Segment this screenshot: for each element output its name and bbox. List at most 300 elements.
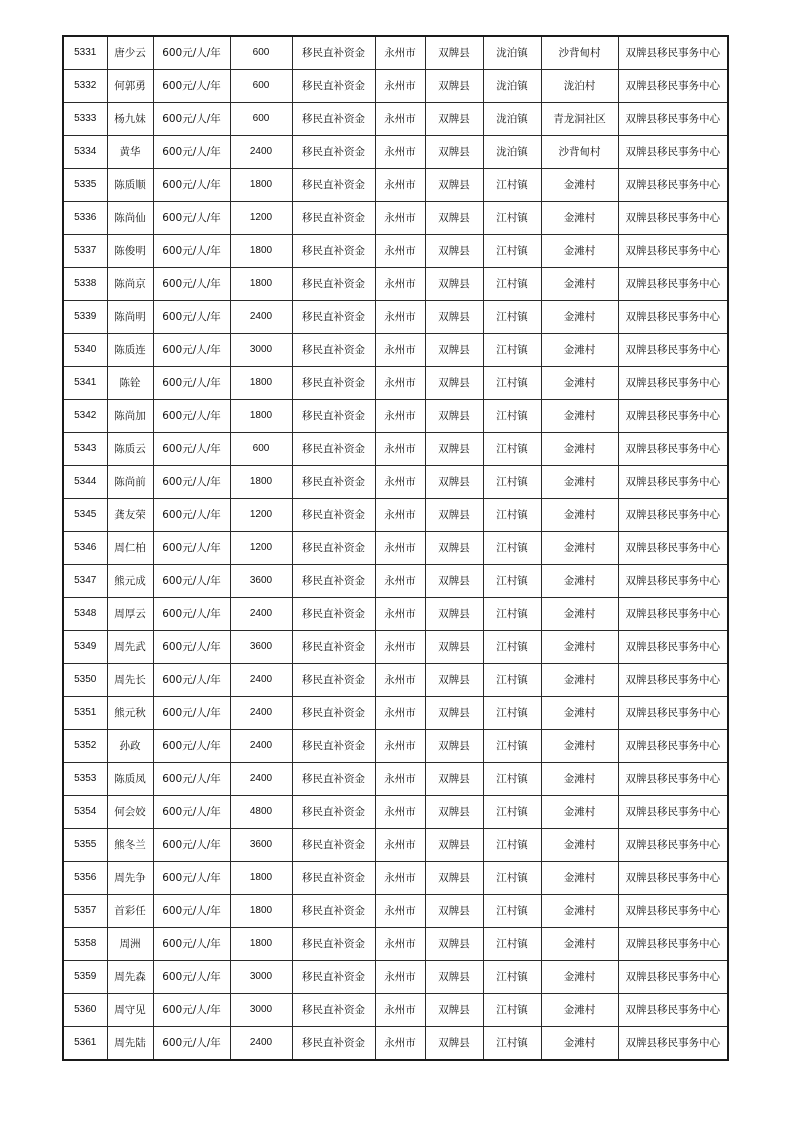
fund-type-cell: 移民直补资金 xyxy=(292,466,375,499)
name-cell: 周先武 xyxy=(107,631,153,664)
village-cell: 青龙洞社区 xyxy=(541,103,618,136)
fund-type-cell: 移民直补资金 xyxy=(292,136,375,169)
name-cell: 周先争 xyxy=(107,862,153,895)
town-cell: 江村镇 xyxy=(483,268,541,301)
table-row xyxy=(63,202,728,235)
row-id-cell: 5337 xyxy=(63,235,107,268)
village-cell: 金滩村 xyxy=(541,466,618,499)
county-cell: 双牌县 xyxy=(425,895,483,928)
county-cell: 双牌县 xyxy=(425,730,483,763)
fund-type-cell: 移民直补资金 xyxy=(292,334,375,367)
amount-cell: 1200 xyxy=(230,499,292,532)
row-id-cell: 5353 xyxy=(63,763,107,796)
county-cell: 双牌县 xyxy=(425,928,483,961)
amount-cell: 3600 xyxy=(230,829,292,862)
county-cell: 双牌县 xyxy=(425,169,483,202)
name-cell: 周先陆 xyxy=(107,1027,153,1061)
amount-cell: 3000 xyxy=(230,334,292,367)
county-cell: 双牌县 xyxy=(425,36,483,70)
town-cell: 江村镇 xyxy=(483,301,541,334)
city-cell: 永州市 xyxy=(375,730,425,763)
name-cell: 周仁柏 xyxy=(107,532,153,565)
agency-cell: 双牌县移民事务中心 xyxy=(618,862,728,895)
city-cell: 永州市 xyxy=(375,697,425,730)
amount-cell: 2400 xyxy=(230,697,292,730)
standard-cell: 600元/人/年 xyxy=(153,36,230,70)
county-cell: 双牌县 xyxy=(425,70,483,103)
county-cell: 双牌县 xyxy=(425,103,483,136)
amount-cell: 1200 xyxy=(230,202,292,235)
county-cell: 双牌县 xyxy=(425,301,483,334)
town-cell: 江村镇 xyxy=(483,730,541,763)
city-cell: 永州市 xyxy=(375,862,425,895)
row-id-cell: 5344 xyxy=(63,466,107,499)
row-id-cell: 5350 xyxy=(63,664,107,697)
row-id-cell: 5355 xyxy=(63,829,107,862)
town-cell: 江村镇 xyxy=(483,961,541,994)
standard-cell: 600元/人/年 xyxy=(153,400,230,433)
name-cell: 孙政 xyxy=(107,730,153,763)
table-row xyxy=(63,565,728,598)
table-row xyxy=(63,796,728,829)
row-id-cell: 5352 xyxy=(63,730,107,763)
row-id-cell: 5354 xyxy=(63,796,107,829)
village-cell: 金滩村 xyxy=(541,928,618,961)
row-id-cell: 5335 xyxy=(63,169,107,202)
row-id-cell: 5346 xyxy=(63,532,107,565)
town-cell: 江村镇 xyxy=(483,862,541,895)
county-cell: 双牌县 xyxy=(425,235,483,268)
row-id-cell: 5347 xyxy=(63,565,107,598)
amount-cell: 2400 xyxy=(230,1027,292,1061)
row-id-cell: 5336 xyxy=(63,202,107,235)
agency-cell: 双牌县移民事务中心 xyxy=(618,961,728,994)
town-cell: 泷泊镇 xyxy=(483,136,541,169)
county-cell: 双牌县 xyxy=(425,400,483,433)
row-id-cell: 5338 xyxy=(63,268,107,301)
amount-cell: 4800 xyxy=(230,796,292,829)
village-cell: 金滩村 xyxy=(541,1027,618,1061)
fund-type-cell: 移民直补资金 xyxy=(292,367,375,400)
table-row xyxy=(63,862,728,895)
name-cell: 周先长 xyxy=(107,664,153,697)
fund-type-cell: 移民直补资金 xyxy=(292,499,375,532)
town-cell: 泷泊镇 xyxy=(483,103,541,136)
city-cell: 永州市 xyxy=(375,169,425,202)
table-row xyxy=(63,598,728,631)
row-id-cell: 5331 xyxy=(63,36,107,70)
village-cell: 金滩村 xyxy=(541,730,618,763)
table-row xyxy=(63,169,728,202)
town-cell: 江村镇 xyxy=(483,994,541,1027)
name-cell: 周先森 xyxy=(107,961,153,994)
table-row xyxy=(63,103,728,136)
standard-cell: 600元/人/年 xyxy=(153,235,230,268)
city-cell: 永州市 xyxy=(375,961,425,994)
village-cell: 金滩村 xyxy=(541,895,618,928)
village-cell: 金滩村 xyxy=(541,433,618,466)
row-id-cell: 5342 xyxy=(63,400,107,433)
agency-cell: 双牌县移民事务中心 xyxy=(618,235,728,268)
amount-cell: 2400 xyxy=(230,730,292,763)
village-cell: 金滩村 xyxy=(541,598,618,631)
name-cell: 龚友荣 xyxy=(107,499,153,532)
standard-cell: 600元/人/年 xyxy=(153,796,230,829)
agency-cell: 双牌县移民事务中心 xyxy=(618,631,728,664)
table-row xyxy=(63,763,728,796)
fund-type-cell: 移民直补资金 xyxy=(292,994,375,1027)
fund-type-cell: 移民直补资金 xyxy=(292,598,375,631)
table-row xyxy=(63,367,728,400)
standard-cell: 600元/人/年 xyxy=(153,532,230,565)
amount-cell: 600 xyxy=(230,103,292,136)
agency-cell: 双牌县移民事务中心 xyxy=(618,466,728,499)
fund-type-cell: 移民直补资金 xyxy=(292,400,375,433)
amount-cell: 2400 xyxy=(230,763,292,796)
row-id-cell: 5339 xyxy=(63,301,107,334)
city-cell: 永州市 xyxy=(375,565,425,598)
row-id-cell: 5357 xyxy=(63,895,107,928)
town-cell: 江村镇 xyxy=(483,367,541,400)
town-cell: 江村镇 xyxy=(483,697,541,730)
amount-cell: 3000 xyxy=(230,961,292,994)
fund-type-cell: 移民直补资金 xyxy=(292,862,375,895)
agency-cell: 双牌县移民事务中心 xyxy=(618,136,728,169)
city-cell: 永州市 xyxy=(375,664,425,697)
fund-type-cell: 移民直补资金 xyxy=(292,961,375,994)
city-cell: 永州市 xyxy=(375,928,425,961)
amount-cell: 2400 xyxy=(230,301,292,334)
village-cell: 金滩村 xyxy=(541,862,618,895)
row-id-cell: 5361 xyxy=(63,1027,107,1061)
amount-cell: 3600 xyxy=(230,631,292,664)
fund-type-cell: 移民直补资金 xyxy=(292,631,375,664)
town-cell: 江村镇 xyxy=(483,235,541,268)
row-id-cell: 5341 xyxy=(63,367,107,400)
city-cell: 永州市 xyxy=(375,202,425,235)
agency-cell: 双牌县移民事务中心 xyxy=(618,730,728,763)
county-cell: 双牌县 xyxy=(425,763,483,796)
standard-cell: 600元/人/年 xyxy=(153,499,230,532)
village-cell: 金滩村 xyxy=(541,532,618,565)
town-cell: 江村镇 xyxy=(483,433,541,466)
name-cell: 陈俊明 xyxy=(107,235,153,268)
town-cell: 江村镇 xyxy=(483,631,541,664)
table-row xyxy=(63,466,728,499)
name-cell: 陈尚前 xyxy=(107,466,153,499)
fund-type-cell: 移民直补资金 xyxy=(292,103,375,136)
city-cell: 永州市 xyxy=(375,532,425,565)
town-cell: 泷泊镇 xyxy=(483,70,541,103)
county-cell: 双牌县 xyxy=(425,466,483,499)
name-cell: 首彩任 xyxy=(107,895,153,928)
agency-cell: 双牌县移民事务中心 xyxy=(618,763,728,796)
fund-type-cell: 移民直补资金 xyxy=(292,796,375,829)
county-cell: 双牌县 xyxy=(425,664,483,697)
village-cell: 金滩村 xyxy=(541,499,618,532)
table-row xyxy=(63,928,728,961)
fund-type-cell: 移民直补资金 xyxy=(292,928,375,961)
agency-cell: 双牌县移民事务中心 xyxy=(618,598,728,631)
village-cell: 金滩村 xyxy=(541,301,618,334)
name-cell: 陈质云 xyxy=(107,433,153,466)
standard-cell: 600元/人/年 xyxy=(153,928,230,961)
name-cell: 陈尚仙 xyxy=(107,202,153,235)
table-row xyxy=(63,268,728,301)
city-cell: 永州市 xyxy=(375,103,425,136)
row-id-cell: 5340 xyxy=(63,334,107,367)
town-cell: 泷泊镇 xyxy=(483,36,541,70)
table-row xyxy=(63,697,728,730)
town-cell: 江村镇 xyxy=(483,1027,541,1061)
table-row xyxy=(63,895,728,928)
amount-cell: 2400 xyxy=(230,664,292,697)
county-cell: 双牌县 xyxy=(425,862,483,895)
fund-type-cell: 移民直补资金 xyxy=(292,169,375,202)
name-cell: 杨九妹 xyxy=(107,103,153,136)
standard-cell: 600元/人/年 xyxy=(153,697,230,730)
table-row xyxy=(63,70,728,103)
name-cell: 唐少云 xyxy=(107,36,153,70)
name-cell: 何会姣 xyxy=(107,796,153,829)
agency-cell: 双牌县移民事务中心 xyxy=(618,796,728,829)
county-cell: 双牌县 xyxy=(425,796,483,829)
county-cell: 双牌县 xyxy=(425,598,483,631)
row-id-cell: 5333 xyxy=(63,103,107,136)
city-cell: 永州市 xyxy=(375,631,425,664)
agency-cell: 双牌县移民事务中心 xyxy=(618,169,728,202)
amount-cell: 1800 xyxy=(230,268,292,301)
agency-cell: 双牌县移民事务中心 xyxy=(618,301,728,334)
village-cell: 金滩村 xyxy=(541,235,618,268)
standard-cell: 600元/人/年 xyxy=(153,202,230,235)
city-cell: 永州市 xyxy=(375,466,425,499)
agency-cell: 双牌县移民事务中心 xyxy=(618,697,728,730)
name-cell: 何郭勇 xyxy=(107,70,153,103)
standard-cell: 600元/人/年 xyxy=(153,169,230,202)
city-cell: 永州市 xyxy=(375,829,425,862)
amount-cell: 1800 xyxy=(230,235,292,268)
village-cell: 金滩村 xyxy=(541,631,618,664)
fund-type-cell: 移民直补资金 xyxy=(292,433,375,466)
village-cell: 沙背甸村 xyxy=(541,136,618,169)
standard-cell: 600元/人/年 xyxy=(153,631,230,664)
fund-type-cell: 移民直补资金 xyxy=(292,730,375,763)
town-cell: 江村镇 xyxy=(483,664,541,697)
city-cell: 永州市 xyxy=(375,268,425,301)
table-row xyxy=(63,36,728,70)
standard-cell: 600元/人/年 xyxy=(153,268,230,301)
name-cell: 周厚云 xyxy=(107,598,153,631)
row-id-cell: 5334 xyxy=(63,136,107,169)
town-cell: 江村镇 xyxy=(483,796,541,829)
standard-cell: 600元/人/年 xyxy=(153,763,230,796)
row-id-cell: 5349 xyxy=(63,631,107,664)
fund-type-cell: 移民直补资金 xyxy=(292,532,375,565)
county-cell: 双牌县 xyxy=(425,202,483,235)
village-cell: 金滩村 xyxy=(541,697,618,730)
table-row xyxy=(63,301,728,334)
city-cell: 永州市 xyxy=(375,301,425,334)
village-cell: 金滩村 xyxy=(541,796,618,829)
village-cell: 金滩村 xyxy=(541,400,618,433)
amount-cell: 3600 xyxy=(230,565,292,598)
standard-cell: 600元/人/年 xyxy=(153,829,230,862)
town-cell: 江村镇 xyxy=(483,532,541,565)
agency-cell: 双牌县移民事务中心 xyxy=(618,994,728,1027)
standard-cell: 600元/人/年 xyxy=(153,664,230,697)
county-cell: 双牌县 xyxy=(425,136,483,169)
table-body xyxy=(63,36,728,1060)
town-cell: 江村镇 xyxy=(483,466,541,499)
agency-cell: 双牌县移民事务中心 xyxy=(618,36,728,70)
row-id-cell: 5343 xyxy=(63,433,107,466)
town-cell: 江村镇 xyxy=(483,400,541,433)
table-row xyxy=(63,235,728,268)
table-row xyxy=(63,994,728,1027)
name-cell: 熊元成 xyxy=(107,565,153,598)
city-cell: 永州市 xyxy=(375,235,425,268)
standard-cell: 600元/人/年 xyxy=(153,433,230,466)
town-cell: 江村镇 xyxy=(483,598,541,631)
amount-cell: 600 xyxy=(230,433,292,466)
town-cell: 江村镇 xyxy=(483,169,541,202)
table-row xyxy=(63,631,728,664)
amount-cell: 1800 xyxy=(230,367,292,400)
county-cell: 双牌县 xyxy=(425,565,483,598)
amount-cell: 1800 xyxy=(230,400,292,433)
agency-cell: 双牌县移民事务中心 xyxy=(618,433,728,466)
city-cell: 永州市 xyxy=(375,763,425,796)
standard-cell: 600元/人/年 xyxy=(153,136,230,169)
county-cell: 双牌县 xyxy=(425,829,483,862)
village-cell: 金滩村 xyxy=(541,829,618,862)
town-cell: 江村镇 xyxy=(483,202,541,235)
name-cell: 陈铨 xyxy=(107,367,153,400)
name-cell: 熊冬兰 xyxy=(107,829,153,862)
name-cell: 周守见 xyxy=(107,994,153,1027)
town-cell: 江村镇 xyxy=(483,499,541,532)
village-cell: 金滩村 xyxy=(541,763,618,796)
standard-cell: 600元/人/年 xyxy=(153,565,230,598)
agency-cell: 双牌县移民事务中心 xyxy=(618,1027,728,1061)
city-cell: 永州市 xyxy=(375,70,425,103)
city-cell: 永州市 xyxy=(375,1027,425,1061)
fund-type-cell: 移民直补资金 xyxy=(292,235,375,268)
agency-cell: 双牌县移民事务中心 xyxy=(618,70,728,103)
subsidy-table xyxy=(62,35,729,1061)
town-cell: 江村镇 xyxy=(483,829,541,862)
name-cell: 陈尚京 xyxy=(107,268,153,301)
fund-type-cell: 移民直补资金 xyxy=(292,268,375,301)
agency-cell: 双牌县移民事务中心 xyxy=(618,499,728,532)
fund-type-cell: 移民直补资金 xyxy=(292,895,375,928)
agency-cell: 双牌县移民事务中心 xyxy=(618,103,728,136)
amount-cell: 2400 xyxy=(230,598,292,631)
standard-cell: 600元/人/年 xyxy=(153,103,230,136)
fund-type-cell: 移民直补资金 xyxy=(292,565,375,598)
village-cell: 金滩村 xyxy=(541,202,618,235)
name-cell: 陈尚加 xyxy=(107,400,153,433)
village-cell: 金滩村 xyxy=(541,961,618,994)
county-cell: 双牌县 xyxy=(425,994,483,1027)
table-row xyxy=(63,829,728,862)
standard-cell: 600元/人/年 xyxy=(153,334,230,367)
row-id-cell: 5359 xyxy=(63,961,107,994)
fund-type-cell: 移民直补资金 xyxy=(292,36,375,70)
town-cell: 江村镇 xyxy=(483,334,541,367)
name-cell: 陈尚明 xyxy=(107,301,153,334)
agency-cell: 双牌县移民事务中心 xyxy=(618,829,728,862)
town-cell: 江村镇 xyxy=(483,565,541,598)
county-cell: 双牌县 xyxy=(425,499,483,532)
standard-cell: 600元/人/年 xyxy=(153,1027,230,1061)
standard-cell: 600元/人/年 xyxy=(153,598,230,631)
village-cell: 金滩村 xyxy=(541,565,618,598)
city-cell: 永州市 xyxy=(375,499,425,532)
agency-cell: 双牌县移民事务中心 xyxy=(618,895,728,928)
standard-cell: 600元/人/年 xyxy=(153,862,230,895)
agency-cell: 双牌县移民事务中心 xyxy=(618,268,728,301)
table-row xyxy=(63,1027,728,1061)
name-cell: 陈质凤 xyxy=(107,763,153,796)
city-cell: 永州市 xyxy=(375,598,425,631)
amount-cell: 1800 xyxy=(230,862,292,895)
city-cell: 永州市 xyxy=(375,367,425,400)
fund-type-cell: 移民直补资金 xyxy=(292,70,375,103)
county-cell: 双牌县 xyxy=(425,1027,483,1061)
row-id-cell: 5351 xyxy=(63,697,107,730)
row-id-cell: 5332 xyxy=(63,70,107,103)
city-cell: 永州市 xyxy=(375,796,425,829)
name-cell: 熊元秋 xyxy=(107,697,153,730)
name-cell: 黄华 xyxy=(107,136,153,169)
city-cell: 永州市 xyxy=(375,994,425,1027)
table-row xyxy=(63,433,728,466)
row-id-cell: 5358 xyxy=(63,928,107,961)
village-cell: 泷泊村 xyxy=(541,70,618,103)
table-row xyxy=(63,961,728,994)
agency-cell: 双牌县移民事务中心 xyxy=(618,202,728,235)
county-cell: 双牌县 xyxy=(425,334,483,367)
amount-cell: 1800 xyxy=(230,928,292,961)
name-cell: 陈质顺 xyxy=(107,169,153,202)
village-cell: 金滩村 xyxy=(541,664,618,697)
county-cell: 双牌县 xyxy=(425,367,483,400)
agency-cell: 双牌县移民事务中心 xyxy=(618,532,728,565)
county-cell: 双牌县 xyxy=(425,433,483,466)
fund-type-cell: 移民直补资金 xyxy=(292,202,375,235)
table-row xyxy=(63,499,728,532)
table-row xyxy=(63,136,728,169)
county-cell: 双牌县 xyxy=(425,961,483,994)
amount-cell: 600 xyxy=(230,70,292,103)
agency-cell: 双牌县移民事务中心 xyxy=(618,367,728,400)
amount-cell: 1200 xyxy=(230,532,292,565)
city-cell: 永州市 xyxy=(375,334,425,367)
village-cell: 金滩村 xyxy=(541,994,618,1027)
row-id-cell: 5345 xyxy=(63,499,107,532)
fund-type-cell: 移民直补资金 xyxy=(292,829,375,862)
village-cell: 金滩村 xyxy=(541,334,618,367)
standard-cell: 600元/人/年 xyxy=(153,301,230,334)
table-row xyxy=(63,532,728,565)
agency-cell: 双牌县移民事务中心 xyxy=(618,565,728,598)
standard-cell: 600元/人/年 xyxy=(153,895,230,928)
agency-cell: 双牌县移民事务中心 xyxy=(618,664,728,697)
name-cell: 周洲 xyxy=(107,928,153,961)
town-cell: 江村镇 xyxy=(483,895,541,928)
